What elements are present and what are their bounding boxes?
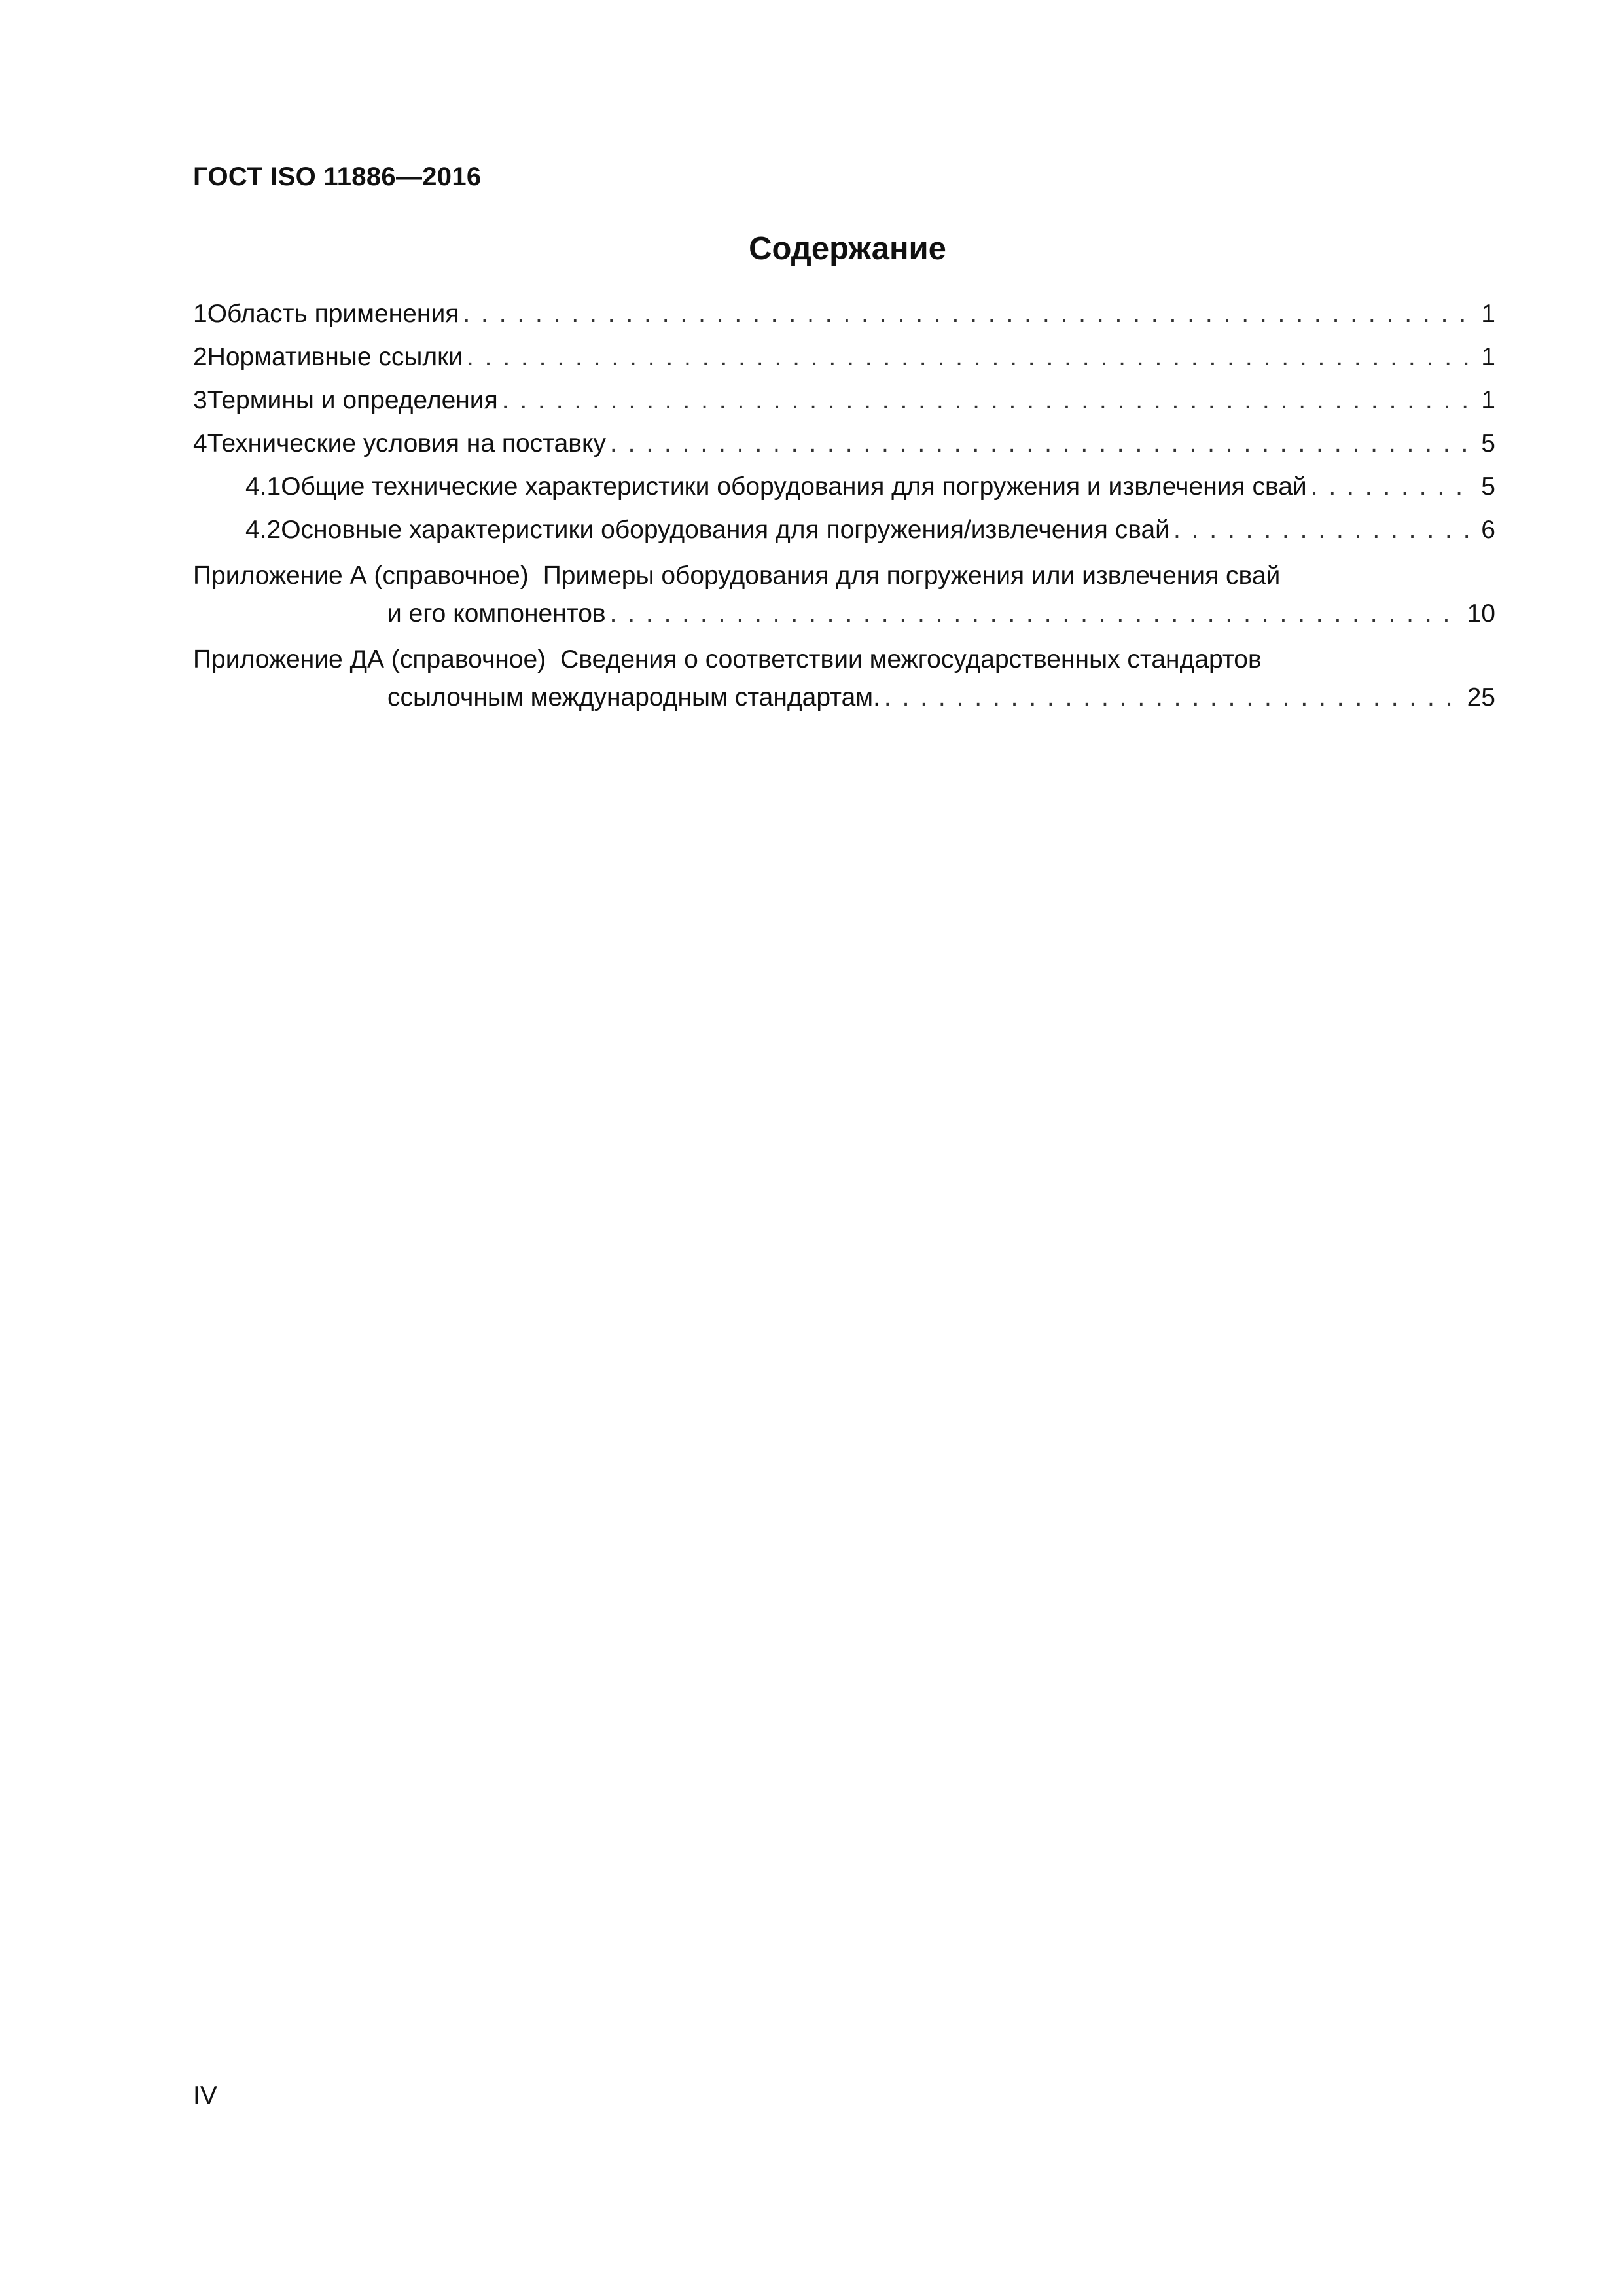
toc-subentry[interactable] <box>193 471 1495 514</box>
toc-subentry-label: Основные характеристики оборудования для погружения/извлечения свай <box>281 516 1169 544</box>
dot-leader <box>610 598 1463 630</box>
dot-leader <box>463 298 1472 330</box>
annex-line-1 <box>193 560 1495 598</box>
annex-line-2 <box>193 598 1495 641</box>
annex-prefix: Приложение А (справочное) <box>193 562 529 590</box>
toc-entry[interactable] <box>193 385 1495 428</box>
toc-entry-label: Область применения <box>207 300 459 328</box>
annex-line-2 <box>193 682 1495 725</box>
annex-title-continuation: и его компонентов <box>387 600 606 628</box>
annex-title-continuation: ссылочным международным стандартам. <box>387 683 880 711</box>
toc-annex-entry[interactable] <box>193 644 1495 725</box>
toc-entry-page: 1 <box>1481 386 1495 414</box>
toc-title: Содержание <box>749 231 946 266</box>
toc-subentry[interactable] <box>193 514 1495 558</box>
toc-subentry-number: 4.1 <box>245 473 281 501</box>
toc-entry-label: Технические условия на поставку <box>207 429 606 457</box>
toc-entry-number: 2 <box>193 343 207 371</box>
toc-subentry-page: 5 <box>1481 473 1495 501</box>
toc-entry-number: 1 <box>193 300 207 328</box>
toc-entry-page: 1 <box>1481 343 1495 371</box>
annex-title: Сведения о соответствии межгосударственных стандартов <box>560 645 1262 673</box>
dot-leader <box>467 342 1472 373</box>
toc-entry-number: 4 <box>193 429 207 457</box>
table-of-contents <box>193 298 1495 725</box>
annex-page: 10 <box>1467 600 1495 628</box>
toc-entry[interactable] <box>193 298 1495 342</box>
dot-leader <box>1311 471 1472 503</box>
toc-subentry-number: 4.2 <box>245 516 281 544</box>
dot-leader <box>884 682 1463 713</box>
dot-leader <box>1173 514 1472 546</box>
toc-entry-page: 5 <box>1481 429 1495 457</box>
annex-title: Примеры оборудования для погружения или извлечения свай <box>543 562 1281 590</box>
document-code: ГОСТ ISO 11886—2016 <box>193 162 482 191</box>
toc-entry[interactable] <box>193 428 1495 471</box>
toc-entry-page: 1 <box>1481 300 1495 328</box>
toc-subentry-page: 6 <box>1481 516 1495 544</box>
toc-entry-label: Нормативные ссылки <box>207 343 463 371</box>
toc-annex-entry[interactable] <box>193 560 1495 641</box>
dot-leader <box>610 428 1472 459</box>
annex-line-1 <box>193 644 1495 682</box>
annex-page: 25 <box>1467 683 1495 711</box>
toc-entry-number: 3 <box>193 386 207 414</box>
dot-leader <box>502 385 1472 416</box>
toc-subentry-label: Общие технические характеристики оборудования для погружения и извлечения свай <box>281 473 1307 501</box>
annex-prefix: Приложение ДА (справочное) <box>193 645 546 673</box>
toc-entry-label: Термины и определения <box>207 386 498 414</box>
toc-entry[interactable] <box>193 342 1495 385</box>
page-number: IV <box>193 2081 217 2109</box>
